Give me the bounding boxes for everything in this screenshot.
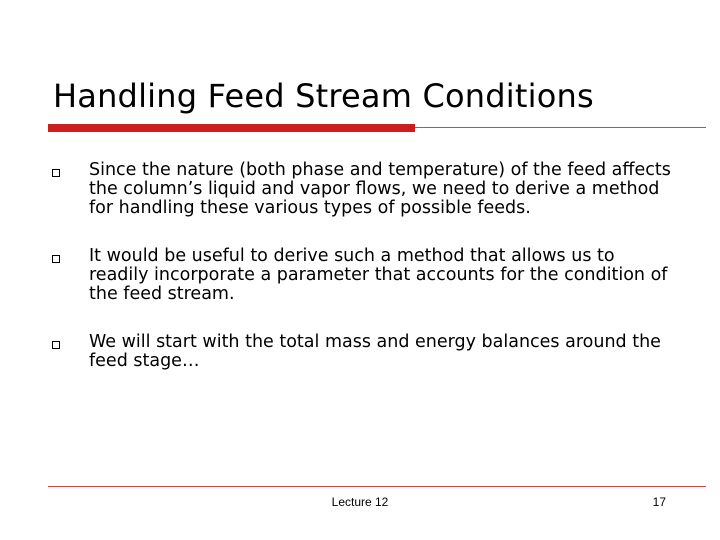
footer-rule [48,486,706,487]
bullet-text: We will start with the total mass and energy balances around the feed stage… [89,332,661,371]
title-rule-accent [48,124,415,132]
page-number: 17 [652,495,666,509]
bullet-text: Since the nature (both phase and temperature) of the feed affects the column’s liquid and vapor flows, we need to derive a method for handling these various types of possible feeds. [89,160,671,218]
bullet-item [48,333,678,371]
bullet-item [48,247,678,304]
bullet-text: It would be useful to derive such a method that allows us to readily incorporate a parameter that accounts for the condition of the feed stream. [89,246,668,304]
square-bullet-icon [52,341,60,349]
bullet-list [48,161,678,371]
square-bullet-icon [52,255,60,263]
square-bullet-icon [52,169,60,177]
footer-label: Lecture 12 [331,495,389,509]
bullet-item [48,161,678,218]
slide-title: Handling Feed Stream Conditions [53,77,594,115]
